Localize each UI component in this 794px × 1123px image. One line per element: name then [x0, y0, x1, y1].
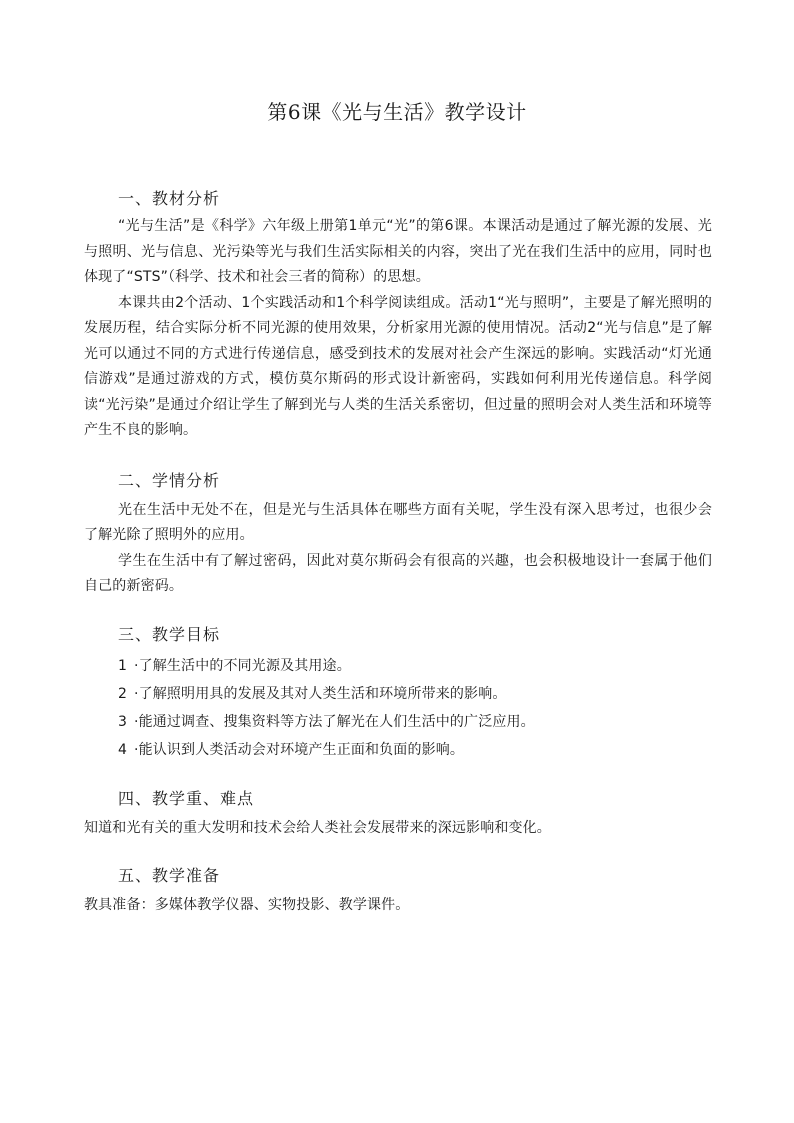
paragraph: 光在生活中无处不在，但是光与生活具体在哪些方面有关呢，学生没有深入思考过，也很少会了解光除了照明外的应用。 — [84, 501, 712, 543]
section-teaching-objectives — [84, 620, 712, 764]
list-item-text: ·能通过调查、搜集资料等方法了解光在人们生活中的广泛应用。 — [134, 713, 535, 730]
paragraph: 学生在生活中有了解过密码，因此对莫尔斯码会有很高的兴趣，也会积极地设计一套属于他们自己的新密码。 — [84, 552, 712, 594]
list-item-number: 1 — [118, 657, 128, 674]
list-item — [118, 736, 712, 764]
section-heading: 二、学情分析 — [118, 470, 221, 490]
section-heading: 三、教学目标 — [118, 624, 221, 644]
list-item — [118, 680, 712, 708]
section-teaching-preparation — [84, 861, 712, 919]
page-title: 第6课《光与生活》教学设计 — [267, 100, 527, 124]
list-item — [118, 652, 712, 680]
paragraph: 知道和光有关的重大发明和技术会给人类社会发展带来的深远影响和变化。 — [84, 819, 551, 836]
paragraph: 教具准备：多媒体教学仪器、实物投影、教学课件。 — [84, 897, 410, 913]
list-item-number: 2 — [118, 685, 128, 702]
paragraph: “光与生活”是《科学》六年级上册第1单元“光”的第6课。本课活动是通过了解光源的发展、光与照明、光与信息、光污染等光与我们生活实际相关的内容，突出了光在我们生活中的应用，同时也体现了“STS”（科学、技术和社会三者的简称）的思想。 — [84, 218, 712, 285]
list-item-text: ·了解照明用具的发展及其对人类生活和环境所带来的影响。 — [134, 685, 507, 702]
section-textbook-analysis — [84, 184, 712, 444]
list-item — [118, 708, 712, 736]
section-heading: 五、教学准备 — [118, 866, 221, 885]
document-body — [84, 184, 712, 919]
list-item-number: 3 — [118, 713, 128, 730]
section-heading: 一、教材分析 — [118, 189, 221, 208]
section-student-analysis — [84, 466, 712, 600]
list-item-text: ·能认识到人类活动会对环境产生正面和负面的影响。 — [134, 741, 465, 758]
list-item-number: 4 — [118, 741, 128, 758]
section-heading: 四、教学重、难点 — [118, 788, 255, 808]
list-item-text: ·了解生活中的不同光源及其用途。 — [134, 657, 351, 674]
section-key-points — [84, 784, 712, 842]
objectives-list — [84, 652, 712, 764]
paragraph: 本课共由2个活动、1个实践活动和1个科学阅读组成。活动1“光与照明”，主要是了解光照明的发展历程，结合实际分析不同光源的使用效果，分析家用光源的使用情况。活动2“光与信息”是了解光可以通过不同的方式进行传递信息，感受到技术的发展对社会产生深远的影响。实践活动“灯光通信游戏”是通过游戏的方式，模仿莫尔斯码的形式设计新密码，实践如何利用光传递信息。科学阅读“光污染”是通过介绍让学生了解到光与人类的生活关系密切，但过量的照明会对人类生活和环境等产生不良的影响。 — [84, 294, 712, 438]
